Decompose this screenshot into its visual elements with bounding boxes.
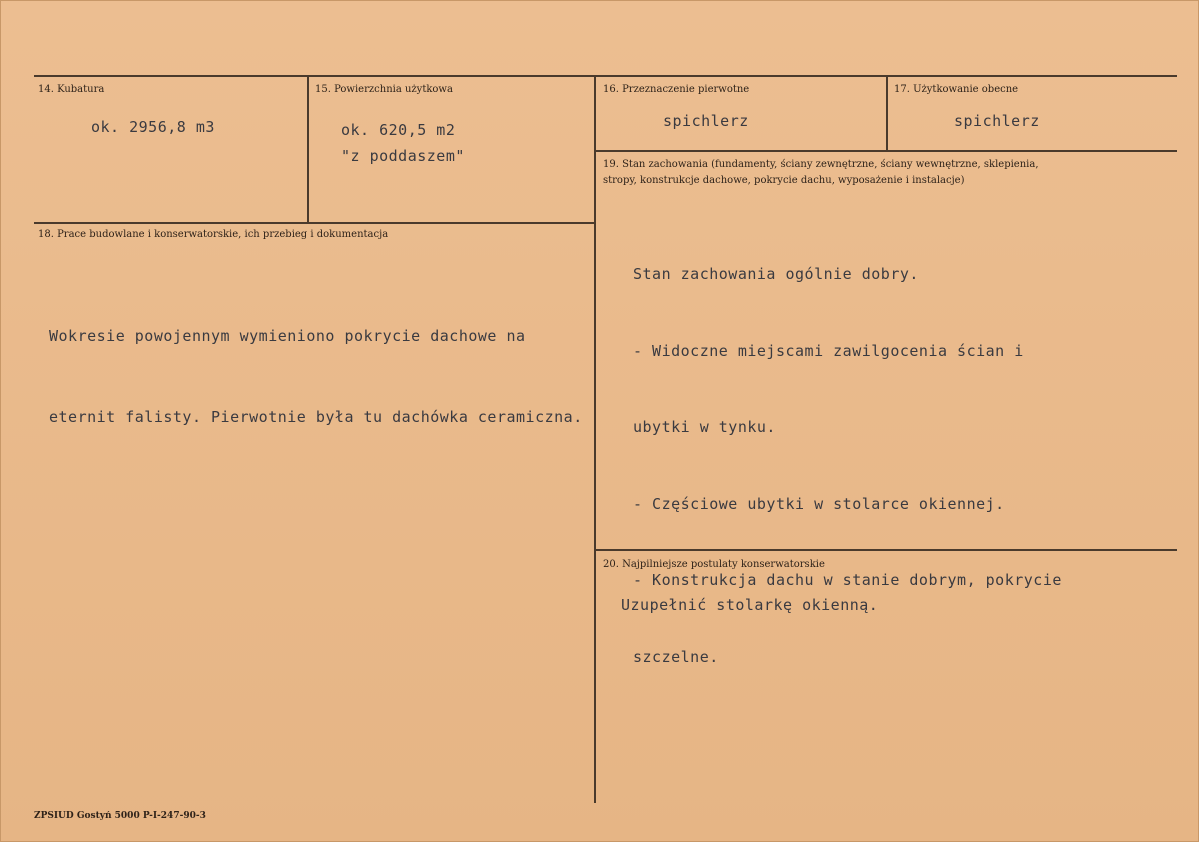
postulaty-label: 20. Najpilniejsze postulaty konserwatorskie: [603, 559, 825, 570]
kubatura-label: 14. Kubatura: [38, 84, 105, 95]
stan-line: - Konstrukcja dachu w stanie dobrym, pokrycie: [633, 571, 1062, 589]
divider-14-15: [307, 75, 309, 223]
stan-line: ubytki w tynku.: [633, 418, 776, 436]
stan-label: [603, 157, 1163, 189]
rule-under-16-17: [596, 150, 1177, 152]
prace-line: eternit falisty. Pierwotnie była tu dachówka ceramiczna.: [49, 408, 583, 426]
stan-line: szczelne.: [633, 647, 719, 666]
prace-line: Wokresie powojennym wymieniono pokrycie dachowe na: [49, 327, 526, 345]
powierzchnia-label: 15. Powierzchnia użytkowa: [315, 84, 453, 95]
stan-text: [633, 211, 1062, 721]
divider-16-17: [886, 75, 888, 151]
stan-line: Stan zachowania ogólnie dobry.: [633, 265, 919, 283]
rule-under-14-15: [34, 222, 596, 224]
divider-left-right: [594, 75, 596, 803]
postulaty-value: Uzupełnić stolarkę okienną.: [621, 596, 879, 614]
kubatura-value: ok. 2956,8 m3: [91, 118, 215, 136]
stan-line: - Widoczne miejscami zawilgocenia ścian i: [633, 341, 1024, 360]
stan-label-line2: stropy, konstrukcje dachowe, pokrycie dachu, wyposażenie i instalacje): [603, 175, 965, 186]
stan-label-line1: 19. Stan zachowania (fundamenty, ściany zewnętrzne, ściany wewnętrzne, sklepienia,: [603, 159, 1039, 170]
top-rule: [34, 75, 1177, 77]
przeznaczenie-value: spichlerz: [663, 112, 749, 130]
powierzchnia-value: ok. 620,5 m2: [341, 121, 456, 139]
print-mark: ZPSIUD Gostyń 5000 P-I-247-90-3: [34, 811, 206, 821]
uzytkowanie-value: spichlerz: [954, 112, 1040, 130]
stan-line: - Częściowe ubytki w stolarce okiennej.: [633, 494, 1005, 513]
prace-label: 18. Prace budowlane i konserwatorskie, ich przebieg i dokumentacja: [38, 229, 389, 240]
prace-text: [49, 269, 583, 485]
przeznaczenie-label: 16. Przeznaczenie pierwotne: [603, 84, 750, 95]
powierzchnia-note: "z poddaszem": [341, 147, 465, 165]
uzytkowanie-label: 17. Użytkowanie obecne: [894, 84, 1019, 95]
